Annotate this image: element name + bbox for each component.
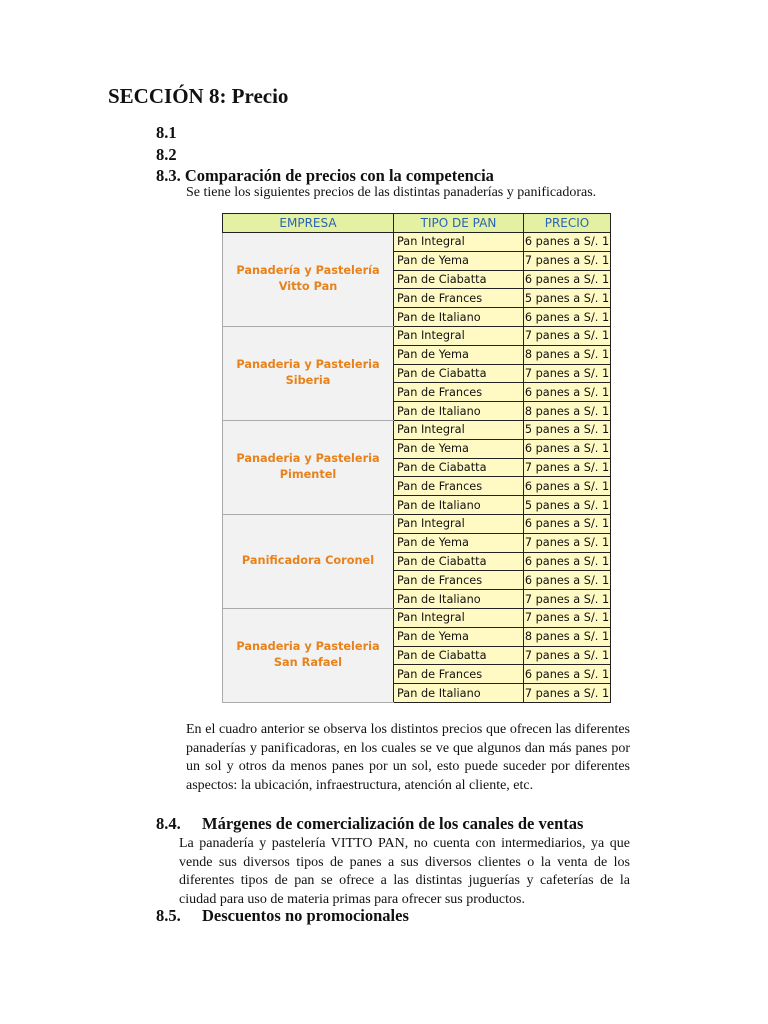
bread-type: Pan Integral bbox=[394, 608, 524, 627]
price: 8 panes a S/. 1 bbox=[524, 345, 611, 364]
header-precio: PRECIO bbox=[524, 214, 611, 233]
bread-type: Pan de Italiano bbox=[394, 684, 524, 703]
table-row bbox=[223, 514, 611, 533]
table-row bbox=[223, 420, 611, 439]
bread-type: Pan Integral bbox=[394, 326, 524, 345]
table-row bbox=[223, 326, 611, 345]
header-tipo-de-pan: TIPO DE PAN bbox=[394, 214, 524, 233]
price: 5 panes a S/. 1 bbox=[524, 420, 611, 439]
bread-type: Pan de Frances bbox=[394, 289, 524, 308]
price: 7 panes a S/. 1 bbox=[524, 684, 611, 703]
price: 7 panes a S/. 1 bbox=[524, 533, 611, 552]
company-name: Panaderia y Pasteleria San Rafael bbox=[223, 608, 394, 702]
bread-type: Pan de Frances bbox=[394, 571, 524, 590]
subsection-8-4-title: Márgenes de comercialización de los canales de ventas bbox=[202, 814, 584, 833]
analysis-paragraph: En el cuadro anterior se observa los distintos precios que ofrecen las diferentes panaderías y panificadoras, en los cuales se ve que algunos dan más panes por un sol y otros da menos panes por un sol, esto puede suceder por diferentes aspectos: la ubicación, infraestructura, atención al cliente, etc. bbox=[186, 722, 630, 794]
bread-type: Pan Integral bbox=[394, 514, 524, 533]
bread-type: Pan de Frances bbox=[394, 383, 524, 402]
bread-type: Pan de Ciabatta bbox=[394, 646, 524, 665]
price: 5 panes a S/. 1 bbox=[524, 496, 611, 515]
bread-type: Pan de Frances bbox=[394, 665, 524, 684]
subsection-8-5-number: 8.5. bbox=[156, 906, 181, 925]
price: 6 panes a S/. 1 bbox=[524, 514, 611, 533]
subsection-8-5-title: Descuentos no promocionales bbox=[202, 906, 409, 925]
bread-type: Pan de Yema bbox=[394, 345, 524, 364]
company-name: Panificadora Coronel bbox=[223, 514, 394, 608]
bread-type: Pan Integral bbox=[394, 233, 524, 252]
price: 7 panes a S/. 1 bbox=[524, 251, 611, 270]
price: 7 panes a S/. 1 bbox=[524, 590, 611, 609]
price: 6 panes a S/. 1 bbox=[524, 477, 611, 496]
bread-type: Pan de Italiano bbox=[394, 402, 524, 421]
bread-type: Pan de Yema bbox=[394, 533, 524, 552]
price-comparison-table bbox=[222, 213, 611, 703]
price: 6 panes a S/. 1 bbox=[524, 665, 611, 684]
price: 7 panes a S/. 1 bbox=[524, 646, 611, 665]
company-name: Panaderia y Pasteleria Pimentel bbox=[223, 420, 394, 514]
bread-type: Pan de Ciabatta bbox=[394, 270, 524, 289]
bread-type: Pan de Yema bbox=[394, 439, 524, 458]
bread-type: Pan Integral bbox=[394, 420, 524, 439]
bread-type: Pan de Ciabatta bbox=[394, 364, 524, 383]
bread-type: Pan de Italiano bbox=[394, 590, 524, 609]
subsection-8-1: 8.1 bbox=[156, 123, 177, 142]
bread-type: Pan de Ciabatta bbox=[394, 458, 524, 477]
price: 6 panes a S/. 1 bbox=[524, 439, 611, 458]
price: 7 panes a S/. 1 bbox=[524, 458, 611, 477]
bread-type: Pan de Italiano bbox=[394, 496, 524, 515]
subsection-8-4-number: 8.4. bbox=[156, 814, 181, 833]
bread-type: Pan de Yema bbox=[394, 251, 524, 270]
price: 5 panes a S/. 1 bbox=[524, 289, 611, 308]
bread-type: Pan de Frances bbox=[394, 477, 524, 496]
table-row bbox=[223, 233, 611, 252]
subsection-8-2: 8.2 bbox=[156, 145, 177, 164]
price: 6 panes a S/. 1 bbox=[524, 383, 611, 402]
company-name: Panaderia y Pasteleria Siberia bbox=[223, 326, 394, 420]
price: 8 panes a S/. 1 bbox=[524, 627, 611, 646]
header-empresa: EMPRESA bbox=[223, 214, 394, 233]
price: 7 panes a S/. 1 bbox=[524, 364, 611, 383]
price: 8 panes a S/. 1 bbox=[524, 402, 611, 421]
intro-text: Se tiene los siguientes precios de las distintas panaderías y panificadoras. bbox=[186, 185, 597, 200]
channels-paragraph: La panadería y pastelería VITTO PAN, no cuenta con intermediarios, ya que vende sus diversos tipos de panes a sus diversos clientes o la venta de los diferentes tipos de pan se ofrece a las distintas juguerías y cafeterías de la ciudad para uso de materia primas para ofrecer sus productos. bbox=[179, 836, 630, 908]
company-name: Panadería y Pastelería Vitto Pan bbox=[223, 233, 394, 327]
price: 7 panes a S/. 1 bbox=[524, 608, 611, 627]
bread-type: Pan de Ciabatta bbox=[394, 552, 524, 571]
bread-type: Pan de Yema bbox=[394, 627, 524, 646]
section-title: SECCIÓN 8: Precio bbox=[108, 84, 289, 108]
price: 6 panes a S/. 1 bbox=[524, 308, 611, 327]
price: 6 panes a S/. 1 bbox=[524, 571, 611, 590]
price: 6 panes a S/. 1 bbox=[524, 270, 611, 289]
table-header-row bbox=[223, 214, 611, 233]
bread-type: Pan de Italiano bbox=[394, 308, 524, 327]
price: 6 panes a S/. 1 bbox=[524, 233, 611, 252]
price: 6 panes a S/. 1 bbox=[524, 552, 611, 571]
table-row bbox=[223, 608, 611, 627]
price: 7 panes a S/. 1 bbox=[524, 326, 611, 345]
subsection-8-3: 8.3. Comparación de precios con la competencia bbox=[156, 166, 494, 185]
